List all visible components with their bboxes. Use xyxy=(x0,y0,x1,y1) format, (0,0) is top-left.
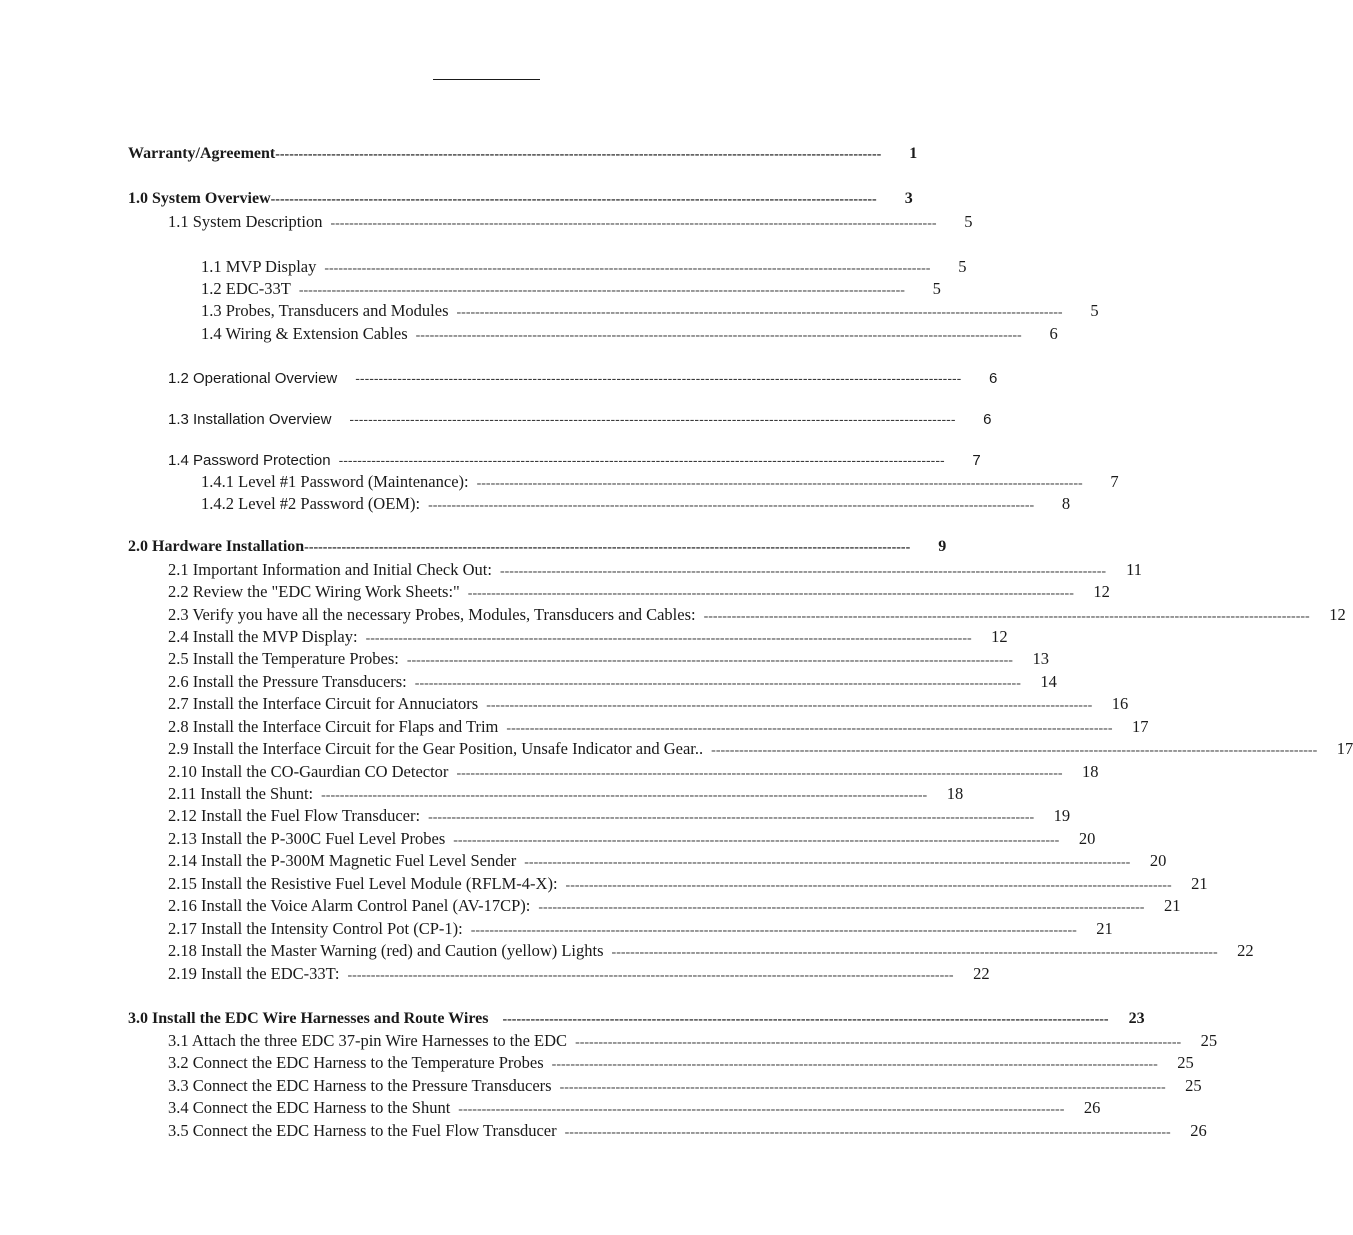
toc-entry-2-1[interactable] xyxy=(168,559,1143,581)
toc-entry-3-5[interactable] xyxy=(168,1120,1207,1142)
toc-entry-page: 18 xyxy=(1082,762,1099,781)
dot-leader: ---------------------------------------------------------------------------------------------------------------------------------- xyxy=(564,1125,1171,1140)
toc-entry-2-3[interactable] xyxy=(168,604,1346,626)
toc-entry-2-7[interactable] xyxy=(168,693,1129,715)
toc-entry-2-13[interactable] xyxy=(168,828,1096,850)
toc-entry-label: 2.19 Install the EDC-33T: xyxy=(168,964,340,983)
dot-leader: ---------------------------------------------------------------------------------------------------------------------------------- xyxy=(524,855,1131,870)
toc-entry-page: 12 xyxy=(991,627,1008,646)
toc-entry-page: 1 xyxy=(909,145,918,162)
toc-entry-page: 17 xyxy=(1336,739,1353,758)
toc-entry-2-11[interactable] xyxy=(168,783,964,805)
toc-entry-2-8[interactable] xyxy=(168,716,1149,738)
toc-entry-label: 3.0 Install the EDC Wire Harnesses and Route Wires xyxy=(128,1010,489,1027)
dot-leader: ---------------------------------------------------------------------------------------------------------------------------------- xyxy=(270,192,877,207)
toc-entry-label: 2.6 Install the Pressure Transducers: xyxy=(168,672,407,691)
toc-entry-label: 1.1 System Description xyxy=(168,212,323,231)
toc-entry-page: 3 xyxy=(904,190,913,207)
toc-entry-page: 11 xyxy=(1126,560,1143,579)
toc-entry-2-4[interactable] xyxy=(168,626,1008,648)
toc-entry-label: 1.3 Installation Overview xyxy=(168,411,332,428)
dot-leader: ---------------------------------------------------------------------------------------------------------------------------------- xyxy=(565,878,1172,893)
dot-leader: ---------------------------------------------------------------------------------------------------------------------------------- xyxy=(506,721,1113,736)
dot-leader: ---------------------------------------------------------------------------------------------------------------------------------- xyxy=(453,833,1060,848)
toc-entry-2-5[interactable] xyxy=(168,648,1049,670)
toc-entry-label: 2.10 Install the CO-Gaurdian CO Detector xyxy=(168,762,449,781)
toc-entry-page: 5 xyxy=(1090,301,1099,320)
toc-entry-label: 1.3 Probes, Transducers and Modules xyxy=(201,301,449,320)
toc-entry-label: 3.1 Attach the three EDC 37-pin Wire Harnesses to the EDC xyxy=(168,1031,568,1050)
dot-leader: ---------------------------------------------------------------------------------------------------------------------------------- xyxy=(551,1057,1158,1072)
toc-entry-label: 3.4 Connect the EDC Harness to the Shunt xyxy=(168,1098,451,1117)
toc-entry-1-0[interactable] xyxy=(128,188,913,210)
dot-leader: ---------------------------------------------------------------------------------------------------------------------------------- xyxy=(428,810,1035,825)
toc-entry-warranty[interactable] xyxy=(128,143,918,165)
toc-entry-page: 6 xyxy=(988,370,998,387)
dot-leader: ---------------------------------------------------------------------------------------------------------------------------------- xyxy=(711,743,1318,758)
toc-entry-label: 2.2 Review the "EDC Wiring Work Sheets:" xyxy=(168,582,460,601)
dot-leader: ---------------------------------------------------------------------------------------------------------------------------------- xyxy=(499,564,1107,579)
toc-entry-page: 21 xyxy=(1191,874,1208,893)
toc-entry-page: 5 xyxy=(932,279,941,298)
toc-entry-page: 20 xyxy=(1149,851,1167,870)
toc-entry-label: 2.12 Install the Fuel Flow Transducer: xyxy=(168,806,421,825)
toc-entry-2-18[interactable] xyxy=(168,940,1254,962)
toc-entry-page: 20 xyxy=(1078,829,1096,848)
toc-entry-page: 14 xyxy=(1040,672,1057,691)
dot-leader: ---------------------------------------------------------------------------------------------------------------------------------- xyxy=(611,945,1218,960)
toc-entry-label: 2.7 Install the Interface Circuit for Annuciators xyxy=(168,694,479,713)
dot-leader: ---------------------------------------------------------------------------------------------------------------------------------- xyxy=(298,283,905,298)
toc-entry-1-1-mvp[interactable] xyxy=(201,256,967,278)
toc-entry-label: 1.4 Password Protection xyxy=(168,452,331,469)
toc-entry-label: 1.4.2 Level #2 Password (OEM): xyxy=(201,494,421,513)
toc-entry-1-1[interactable] xyxy=(168,211,973,233)
toc-entry-1-3-probes[interactable] xyxy=(201,300,1099,322)
toc-entry-2-9[interactable] xyxy=(168,738,1353,760)
toc-entry-label: 1.4 Wiring & Extension Cables xyxy=(201,324,408,343)
toc-entry-page: 7 xyxy=(972,452,981,469)
toc-entry-page: 18 xyxy=(946,784,964,803)
toc-entry-page: 12 xyxy=(1093,582,1110,601)
dot-leader: ---------------------------------------------------------------------------------------------------------------------------------- xyxy=(456,766,1063,781)
dot-leader: ---------------------------------------------------------------------------------------------------------------------------------- xyxy=(349,411,956,427)
toc-entry-page: 13 xyxy=(1032,649,1049,668)
toc-entry-label: 3.3 Connect the EDC Harness to the Pressure Transducers xyxy=(168,1076,552,1095)
toc-entry-2-19[interactable] xyxy=(168,963,990,985)
toc-entry-1-3[interactable] xyxy=(168,408,992,430)
toc-entry-label: 2.4 Install the MVP Display: xyxy=(168,627,358,646)
toc-entry-label: 3.2 Connect the EDC Harness to the Temperature Probes xyxy=(168,1053,544,1072)
dot-leader: ---------------------------------------------------------------------------------------------------------------------------------- xyxy=(467,586,1074,601)
dot-leader: ---------------------------------------------------------------------------------------------------------------------------------- xyxy=(338,452,945,468)
toc-entry-page: 12 xyxy=(1329,605,1346,624)
toc-entry-1-4[interactable] xyxy=(168,449,981,471)
dot-leader: ---------------------------------------------------------------------------------------------------------------------------------- xyxy=(406,653,1013,668)
dot-leader: ---------------------------------------------------------------------------------------------------------------------------------- xyxy=(476,476,1083,491)
toc-entry-page: 5 xyxy=(964,212,973,231)
dot-leader: ---------------------------------------------------------------------------------------------------------------------------------- xyxy=(347,968,954,983)
toc-entry-label: 1.4.1 Level #1 Password (Maintenance): xyxy=(201,472,469,491)
dot-leader: ---------------------------------------------------------------------------------------------------------------------------------- xyxy=(324,261,931,276)
toc-entry-2-6[interactable] xyxy=(168,671,1057,693)
toc-entry-label: 2.1 Important Information and Initial Check Out: xyxy=(168,560,492,579)
dot-leader: ---------------------------------------------------------------------------------------------------------------------------------- xyxy=(458,1102,1065,1117)
toc-entry-1-4-2[interactable] xyxy=(201,493,1071,515)
dot-leader: ---------------------------------------------------------------------------------------------------------------------------------- xyxy=(456,305,1063,320)
toc-entry-label: 2.17 Install the Intensity Control Pot (CP-1): xyxy=(168,919,463,938)
toc-entry-label: 2.3 Verify you have all the necessary Probes, Modules, Transducers and Cables: xyxy=(168,605,696,624)
dot-leader: ---------------------------------------------------------------------------------------------------------------------------------- xyxy=(365,631,972,646)
toc-entry-label: 2.9 Install the Interface Circuit for the Gear Position, Unsafe Indicator and Gear.. xyxy=(168,739,704,758)
dot-leader: ---------------------------------------------------------------------------------------------------------------------------------- xyxy=(538,900,1145,915)
toc-entry-page: 8 xyxy=(1061,494,1071,513)
toc-entry-page: 16 xyxy=(1111,694,1129,713)
dot-leader: ---------------------------------------------------------------------------------------------------------------------------------- xyxy=(330,216,937,231)
toc-entry-3-1[interactable] xyxy=(168,1030,1218,1052)
toc-entry-2-14[interactable] xyxy=(168,850,1167,872)
toc-entry-label: 1.0 System Overview xyxy=(128,190,271,207)
toc-entry-label: 2.14 Install the P-300M Magnetic Fuel Level Sender xyxy=(168,851,517,870)
toc-entry-2-2[interactable] xyxy=(168,581,1110,603)
toc-entry-page: 7 xyxy=(1110,472,1119,491)
toc-entry-label: 1.2 EDC-33T xyxy=(201,279,291,298)
toc-entry-1-2[interactable] xyxy=(168,367,998,389)
toc-entry-page: 22 xyxy=(1237,941,1254,960)
toc-entry-page: 9 xyxy=(938,538,947,555)
toc-entry-label: 2.0 Hardware Installation xyxy=(128,538,305,555)
toc-entry-label: 2.11 Install the Shunt: xyxy=(168,784,314,803)
toc-entry-page: 26 xyxy=(1083,1098,1101,1117)
toc-entry-2-17[interactable] xyxy=(168,918,1113,940)
toc-entry-page: 22 xyxy=(973,964,990,983)
toc-entry-2-15[interactable] xyxy=(168,873,1208,895)
toc-entry-page: 25 xyxy=(1177,1053,1194,1072)
toc-entry-2-16[interactable] xyxy=(168,895,1181,917)
toc-entry-1-4-wiring[interactable] xyxy=(201,323,1058,345)
toc-entry-label: 3.5 Connect the EDC Harness to the Fuel Flow Transducer xyxy=(168,1121,557,1140)
toc-entry-page: 25 xyxy=(1200,1031,1218,1050)
toc-entry-3-0[interactable] xyxy=(128,1008,1145,1030)
toc-entry-page: 19 xyxy=(1053,806,1071,825)
toc-entry-label: 2.18 Install the Master Warning (red) and Caution (yellow) Lights xyxy=(168,941,604,960)
dot-leader: ---------------------------------------------------------------------------------------------------------------------------------- xyxy=(559,1080,1166,1095)
toc-entry-page: 17 xyxy=(1131,717,1149,736)
toc-entry-1-2-edc[interactable] xyxy=(201,278,941,300)
toc-entry-label: 1.2 Operational Overview xyxy=(168,370,338,387)
toc-entry-label: 2.15 Install the Resistive Fuel Level Module (RFLM-4-X): xyxy=(168,874,558,893)
toc-entry-page: 21 xyxy=(1096,919,1113,938)
dot-leader: ---------------------------------------------------------------------------------------------------------------------------------- xyxy=(321,788,928,803)
toc-entry-page: 21 xyxy=(1163,896,1181,915)
toc-entry-2-0[interactable] xyxy=(128,536,947,558)
toc-entry-page: 26 xyxy=(1190,1121,1207,1140)
toc-entry-label: 1.1 MVP Display xyxy=(201,257,317,276)
dot-leader: ---------------------------------------------------------------------------------------------------------------------------------- xyxy=(502,1012,1109,1027)
dot-leader: ---------------------------------------------------------------------------------------------------------------------------------- xyxy=(486,698,1093,713)
dot-leader: ---------------------------------------------------------------------------------------------------------------------------------- xyxy=(470,923,1077,938)
dot-leader: ---------------------------------------------------------------------------------------------------------------------------------- xyxy=(355,370,962,386)
toc-entry-page: 25 xyxy=(1185,1076,1202,1095)
toc-entry-label: 2.8 Install the Interface Circuit for Flaps and Trim xyxy=(168,717,499,736)
toc-entry-page: 23 xyxy=(1128,1010,1145,1027)
dot-leader: ---------------------------------------------------------------------------------------------------------------------------------- xyxy=(275,147,882,162)
dot-leader: ---------------------------------------------------------------------------------------------------------------------------------- xyxy=(304,540,911,555)
toc-entry-1-4-1[interactable] xyxy=(201,471,1119,493)
toc-entry-label: 2.13 Install the P-300C Fuel Level Probes xyxy=(168,829,446,848)
toc-entry-page: 6 xyxy=(983,411,992,428)
dot-leader: ---------------------------------------------------------------------------------------------------------------------------------- xyxy=(415,328,1022,343)
dot-leader: ---------------------------------------------------------------------------------------------------------------------------------- xyxy=(428,498,1035,513)
dot-leader: ---------------------------------------------------------------------------------------------------------------------------------- xyxy=(414,676,1021,691)
toc-entry-label: 2.5 Install the Temperature Probes: xyxy=(168,649,399,668)
toc-entry-3-2[interactable] xyxy=(168,1052,1194,1074)
toc-entry-page: 6 xyxy=(1049,324,1058,343)
dot-leader: ---------------------------------------------------------------------------------------------------------------------------------- xyxy=(575,1035,1182,1050)
toc-entry-2-12[interactable] xyxy=(168,805,1071,827)
toc-entry-2-10[interactable] xyxy=(168,761,1099,783)
toc-entry-label: 2.16 Install the Voice Alarm Control Panel (AV-17CP): xyxy=(168,896,531,915)
toc-entry-3-3[interactable] xyxy=(168,1075,1202,1097)
dot-leader: ---------------------------------------------------------------------------------------------------------------------------------- xyxy=(703,609,1310,624)
toc-entry-label: Warranty/Agreement xyxy=(128,145,276,162)
toc-entry-page: 5 xyxy=(958,257,967,276)
toc-entry-3-4[interactable] xyxy=(168,1097,1101,1119)
